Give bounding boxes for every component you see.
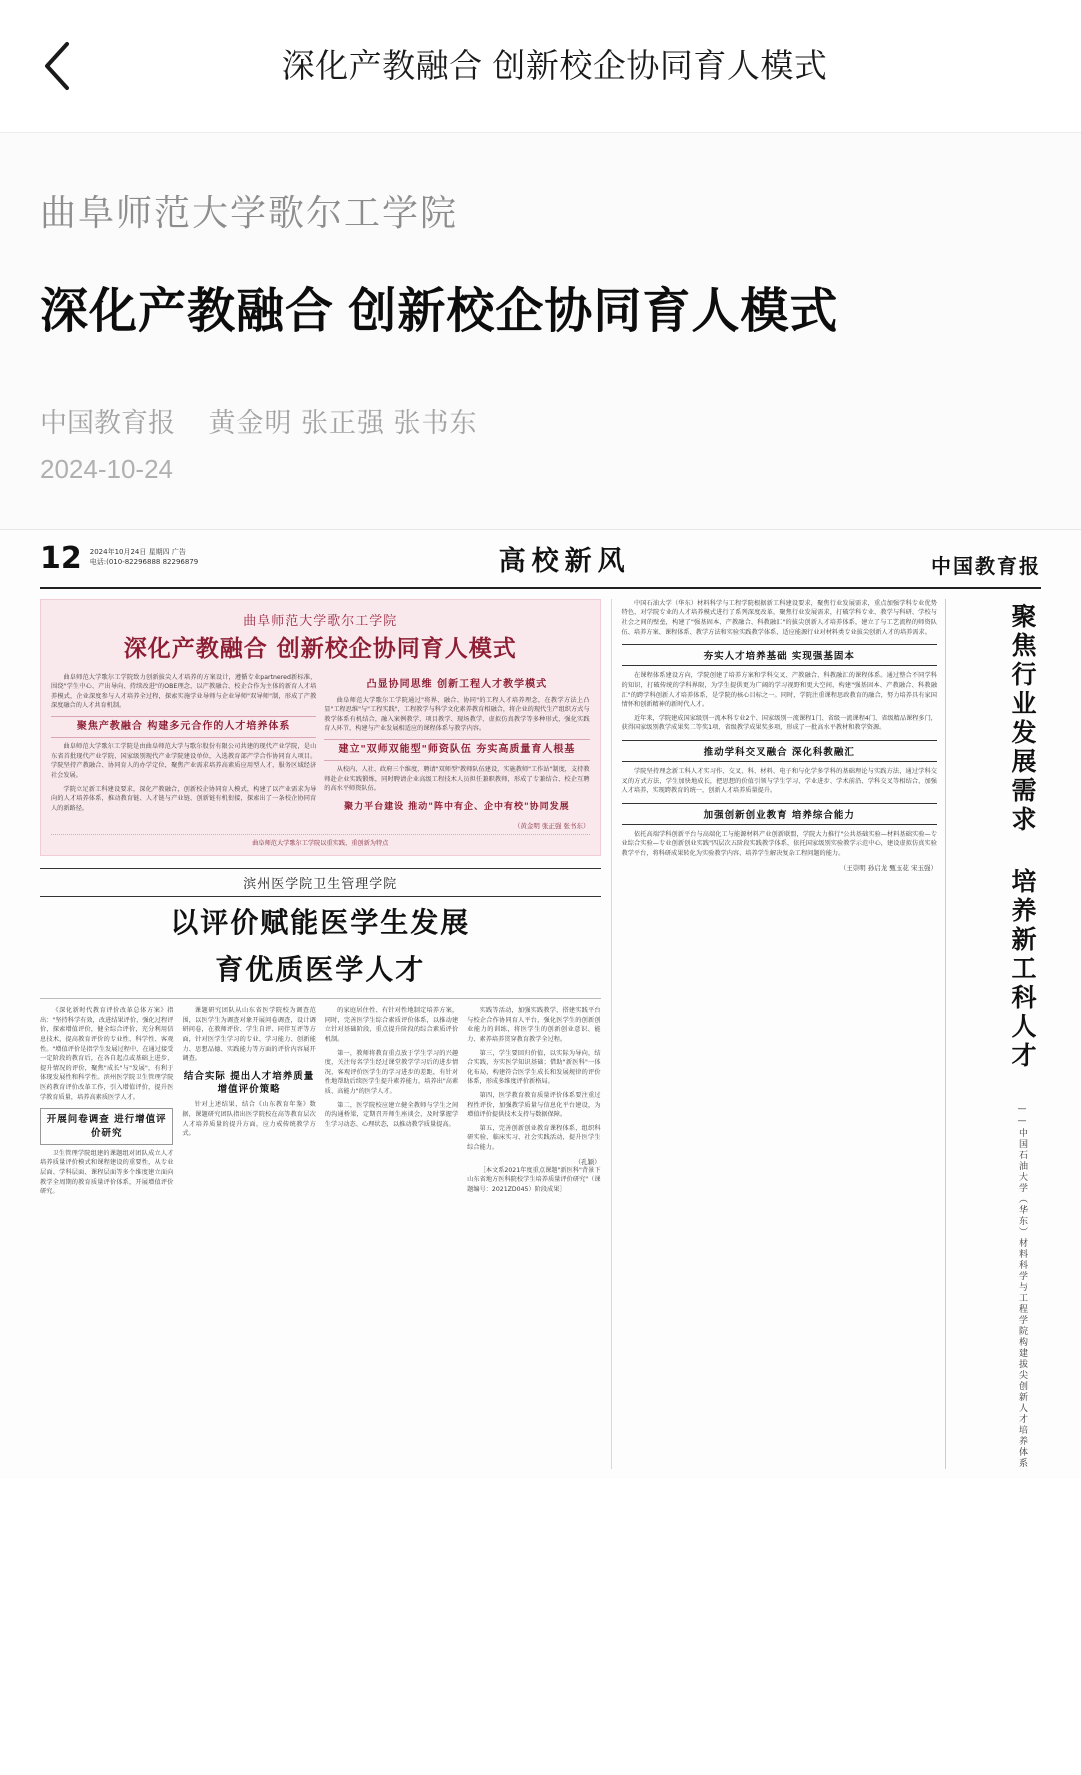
second-article-paragraph: 《深化新时代教育评价改革总体方案》指出："坚持科学有效，改进结果评价，强化过程评价，探索增值评价，健全综合评价，充分利用信息技术，提高教育评价的专业性、科学性、客观性。"增值评价是指学生发展过程中，在通过接受一定阶段的教育后，在各自起点或基础上进步、提升情况的评价，聚焦"成长"与"发展"，有利于体现发展性和科学性。滨州医学院卫生管理学院医药教育评价改革工作，引入增值评价，提升医学教育质量，培养高素质医学人才。 <box>40 1007 174 1101</box>
third-article-paragraph: 近年来，学院建成国家级别一流本科专业2个、国家级别一流课程1门、省级一流课程4门、省级精品课程多门，获得国家级别教学成果奖二等奖1项、省级教学成果奖多项，形成了一批高水平教材和教学资源。 <box>621 714 937 732</box>
third-article-subhead-2: 推动学科交叉融合 深化科教融汇 <box>622 740 937 762</box>
feature-subhead-1: 聚焦产教融合 构建多元合作的人才培养体系 <box>51 716 316 738</box>
second-article-kicker: 滨州医学院卫生管理学院 <box>40 868 601 897</box>
article-kicker: 曲阜师范大学歌尔工学院 <box>40 192 459 233</box>
vertical-subtitle-text: ——中国石油大学（华东）材料科学与工程学院构建拔尖创新人才培养体系 <box>1017 1103 1027 1469</box>
second-article-byline: （孔颖） <box>574 1157 601 1166</box>
feature-subhead-3: 建立"双师双能型"师资队伍 夯实高质量育人根基 <box>324 739 589 761</box>
third-article-paragraph: 依托高端学科创新平台与高端化工与能源材料产业创新联盟，学院大力推行"公共基础实验—材料基础实验—专业综合实验—专业创新创业实践"四层次五阶段实践教学体系，依托国家级别实验教学示范中心，建设虚拟仿真实验教学平台，将科研成果转化为实验教学内容，培养学生解决复杂工程问题的能力。 <box>621 830 937 858</box>
column-divider <box>611 599 612 1469</box>
third-article-subhead-3: 加强创新创业教育 培养综合能力 <box>622 803 937 825</box>
back-button[interactable] <box>30 38 86 94</box>
second-article-col-3 <box>325 1006 458 1201</box>
article-authors: 黄金明 张正强 张书东 <box>208 407 478 438</box>
article-meta <box>40 401 1041 491</box>
second-article-subhead-1: 开展问卷调查 进行增值评价研究 <box>40 1108 173 1145</box>
scan-section-title: 高校新风 <box>498 545 631 577</box>
feature-col-2 <box>324 673 589 818</box>
third-article <box>622 599 937 1469</box>
feature-col-1 <box>51 673 316 818</box>
second-article-paragraph: 实践等活动，加强实践教学，搭建实践平台与校企合作协同育人平台，强化医学生的创新创业能力的训练，将医学生的创新创业意识、能力、素养培养贯穿教育教学全过程。 <box>467 1007 601 1043</box>
feature-subhead-2: 凸显协同思维 创新工程人才教学模式 <box>366 678 548 690</box>
scan-body <box>40 599 1041 1469</box>
second-article-paragraph: 第一，教师将教育重点放于学生学习的兴趣度，关注每名学生经过课堂教学学习后的进步情况，客观评价医学生的学习进步的差距，有针对性地帮助后续医学生提升素养能力，培养出"高素质、高能力"的医学人才。 <box>324 1049 459 1095</box>
feature-article <box>40 599 601 856</box>
feature-caption: 曲阜师范大学歌尔工学院以重实践、重创新为特点 <box>51 834 590 847</box>
second-article-paragraph: 的家庭居住性、有针对性地制定培养方案，同时，完善医学生综合素质评价体系，以推动建立针对基础阶段、重点提升阶段的综合素质评价机制。 <box>324 1007 459 1043</box>
feature-paragraph: 曲阜师范大学歌尔工学院是由曲阜师范大学与歌尔股份有限公司共建的现代产业学院，是山东省首批现代产业学院、国家级别现代产业学院建设单位，入选教育部产学合作协同育人项目。学院坚持产教融合、协同育人的办学定位，聚焦产业需求培养高素质应用型人才，服务区域经济社会发展。 <box>51 743 317 779</box>
scan-issue-info <box>90 544 198 568</box>
second-article-paragraph: 第四，医学教育教育质量评价体系要注重过程性评价，加强教学质量与信息化平台建设，为增值评价提供技术支持与数据保障。 <box>467 1091 601 1119</box>
second-article <box>40 868 601 1201</box>
scan-issue-phone: 电话:(010-82296888 82296879 <box>89 558 199 567</box>
article-source: 中国教育报 <box>40 407 175 438</box>
third-article-paragraph: 在课程体系建设方向，学院创建了培养方案和学科交叉、产教融合、科教融汇的课程体系。通过整合不同学科的知识，打破传统的学科界限，为学生提供更为广阔的学习视野和更大空间，构建"强基固本、产教融合、科教融汇"的跨学科创新人才培养体系，是学院的核心目标之一。同时，学院注重课程思政教育的融合，努力培养具有家国情怀和创新精神的新时代人才。 <box>621 672 937 709</box>
chevron-left-icon <box>41 38 75 94</box>
third-article-vertical-title <box>945 599 1041 1469</box>
second-article-paragraph: 第三，学生要回归价值，以实际为导向，结合实践，夯实医学知识基础；借助"新医科"一体化布局，构建符合医学生成长和发展规律的评价体系，形成多维度评价新格局。 <box>467 1049 601 1086</box>
feature-kicker: 曲阜师范大学歌尔工学院 <box>243 613 398 629</box>
nav-title: 深化产教融合 创新校企协同育人模式 <box>281 46 828 84</box>
article-date: 2024-10-24 <box>40 453 173 484</box>
second-article-col-4 <box>467 1006 600 1201</box>
third-article-subhead-1: 夯实人才培养基础 实现强基固本 <box>622 644 937 666</box>
feature-byline: （黄金明 张正强 张书东） <box>513 822 590 831</box>
scan-masthead <box>40 540 1041 589</box>
second-article-paragraph: 第二，医学院校应建立健全教师与学生之间的沟通桥梁，定期召开师生座谈会，及时掌握学生学习动态、心理状态，以推动教学质量提高。 <box>324 1101 459 1128</box>
vertical-title-text: 聚焦行业发展需求 培养新工科人才 <box>1008 602 1037 1071</box>
newspaper-scan-image[interactable] <box>0 529 1081 1479</box>
second-article-col-1 <box>40 1006 173 1201</box>
third-article-paragraph: 中国石油大学（华东）材料科学与工程学院根据新工科建设要求，聚焦行业发展需求，重点加强学科专业优势特色，对学院专业的人才培养模式进行了系列深度改革，聚焦行业发展需求，打破学科专业、教学与科研、学校与社会之间的壁垒，构建了"强基固本、产教融合、科教融汇"的拔尖创新人才培养体系，建立了与工艺流程的师资队伍、培养方案、课程体系、教学方法和实验实践教学体系，适应能源行业对材料类专业拔尖创新人才的培养需求。 <box>621 599 937 636</box>
feature-paragraph: 曲阜师范大学歌尔工学院致力创新拔尖人才培养的方案设计，遵循专业partnered新标准，围绕"学生中心、产出导向、持续改进"的OBE理念，以产教融合、校企合作为主体的新育人才培养模式，企业深度参与人才培养全过程，探索实施学业导师与企业导师"双导师"制，形成了产教深度融合的人才共育机制。 <box>51 673 317 710</box>
scan-left-column <box>40 599 601 1469</box>
scan-newspaper-brand: 中国教育报 <box>931 553 1041 578</box>
scan-page-number: 12 <box>40 540 82 576</box>
second-article-col-2 <box>182 1006 315 1201</box>
second-article-paragraph: 卫生管理学院组建的课题组对团队成立人才培养质量评价模式和课程建设的重要性，从专业层面、学科层面、课程层面等多个维度建立面向教学全周期的教育质量评价体系，开展增值评价研究。 <box>40 1149 174 1196</box>
third-article-byline: （王崇明 孙启龙 甄玉花 宋玉强） <box>839 863 937 872</box>
second-article-paragraph: 针对上述结果，结合《山东教育年鉴》数据，课题研究团队指出医学院校在高等教育层次人才培养质量的提升方面，应力戒传统教学方式。 <box>182 1101 316 1138</box>
feature-title: 深化产教融合 创新校企协同育人模式 <box>123 635 517 662</box>
scan-right-column <box>622 599 1041 1469</box>
second-article-paragraph: 课题研究团队从山东省医学院校为调查范围，以医学生为调查对象开展问卷调查，设计调研问卷，在教师评价、学生自评、同伴互评等方面，针对医学生学习的专业、学习能力、创新能力、思想品德、实践能力等方面的评价内容展开调查。 <box>182 1007 316 1063</box>
second-article-footnote: ［本文系2021年度重点课题"新医科"背景下山东省地方医科院校学生培养质量评价研究"（课题编号：2021ZD045）阶段成果］ <box>467 1166 601 1193</box>
scan-issue-date: 2024年10月24日 星期四 广告 <box>89 547 186 556</box>
second-article-title-line2: 育优质医学人才 <box>215 952 426 986</box>
second-article-subhead-2: 结合实际 提出人才培养质量增值评价策略 <box>183 1070 315 1096</box>
second-article-title-line1: 以评价赋能医学生发展 <box>170 906 471 940</box>
feature-paragraph: 曲阜师范大学歌尔工学院通过"将界、融合、协同"的工程人才培养理念，在教学方法上凸显"工程思维"与"工程实践"，工程教学与科学文化素养教育相融合，将企业的现代生产组织方式与教学体系有机结合，融入案例教学、项目教学、现场教学、虚拟仿真教学等多种形式，强化实践育人环节，构建与产业发展相适应的课程体系与教学内容。 <box>324 696 590 733</box>
feature-paragraph: 学院立足新工科建设要求，深化产教融合，创新校企协同育人模式，构建了以产业需求为导向的人才培养体系，推动教育链、人才链与产业链、创新链有机衔接，探索出了一条校企协同育人的新路径。 <box>51 785 317 812</box>
article-container <box>0 133 1081 1479</box>
top-navigation-bar <box>0 0 1081 133</box>
feature-banner: 聚力平台建设 推动"阵中有企、企中有校"协同发展 <box>344 801 570 812</box>
feature-paragraph: 从校内、人社、政府三个维度，聘请"双师型"教师队伍建设，实施教师"工作站"制度，支持教师赴企业实践锻炼，同时聘请企业高级工程技术人员担任兼职教师，形成了专兼结合、校企互聘的高水平师资队伍。 <box>324 766 590 793</box>
second-article-paragraph: 第五，完善创新创业教育课程体系，组织科研实验、临床实习、社会实践活动，提升医学生综合能力。 <box>467 1124 601 1152</box>
third-article-paragraph: 学院坚持理念新工科人才实习作、交叉、科、材料、电子和与化学多学科的基础理论与实践方法，通过学科交叉的方式方法，学生加快地成长，把思想的价值引领与学生学习、学业进步、学术前沿、学科交叉等相结合，加强人才培养，实现跨教育的统一，创新人才培养质量提升。 <box>621 767 937 795</box>
page-title: 深化产教融合 创新校企协同育人模式 <box>40 285 839 338</box>
